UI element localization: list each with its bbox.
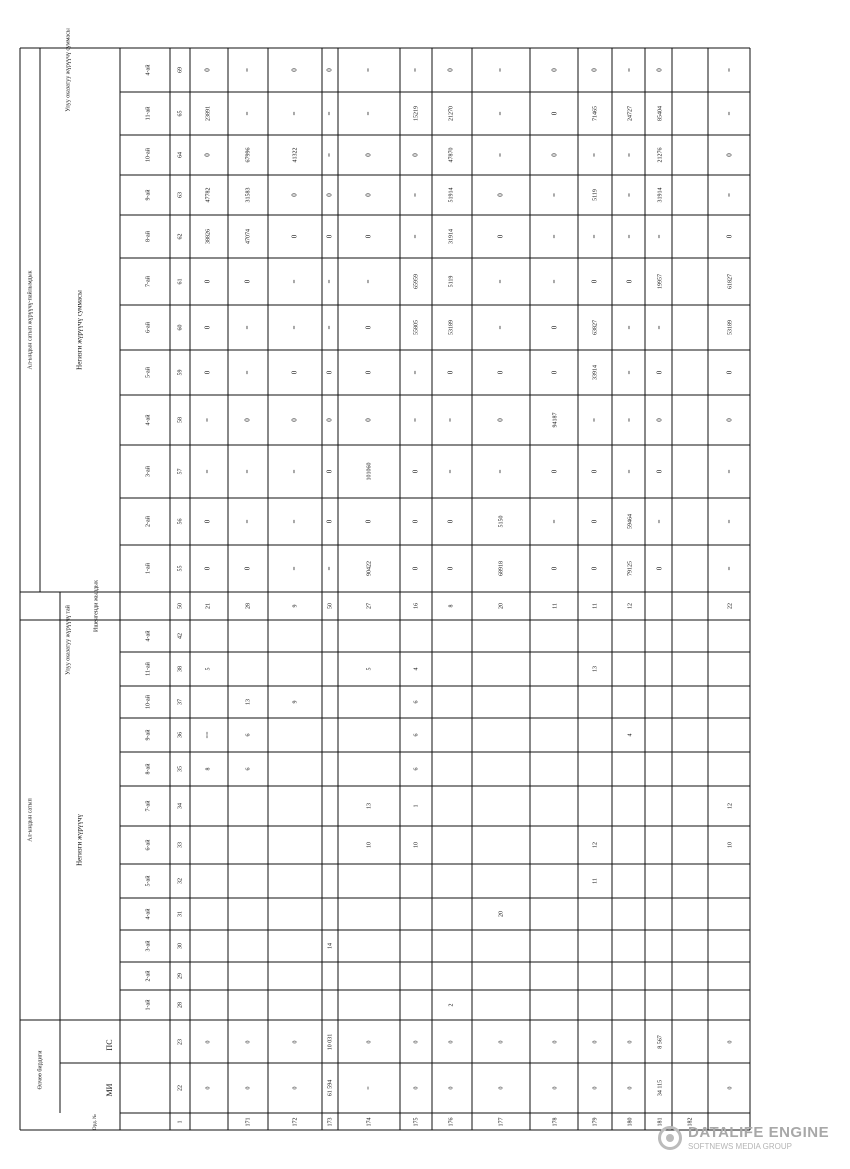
row-code: 179 bbox=[592, 1117, 599, 1127]
cell-value: 0 bbox=[364, 418, 373, 422]
cell-value: 0 bbox=[498, 1086, 505, 1090]
left-column-number: 22 bbox=[177, 1085, 184, 1091]
cell-value: = bbox=[625, 418, 634, 422]
column-label-top: 11-ай bbox=[145, 106, 152, 121]
cell-value: 71465 bbox=[592, 106, 599, 121]
cell-value: = bbox=[496, 68, 505, 72]
center-cell: 16 bbox=[413, 603, 420, 609]
cell-value: 79125 bbox=[627, 561, 634, 576]
cell-value: 0 bbox=[552, 1040, 559, 1044]
cell-value: = bbox=[496, 469, 505, 474]
cell-value: 6 bbox=[413, 733, 420, 737]
cell-value: 0 bbox=[655, 469, 664, 474]
cell-value: = bbox=[725, 469, 734, 474]
cell-value: 12 bbox=[727, 803, 734, 809]
cell-value: 0 bbox=[364, 153, 373, 157]
cell-value: = bbox=[625, 370, 634, 375]
cell-value: = bbox=[446, 418, 455, 422]
cell-value: = bbox=[625, 234, 634, 239]
cell-value: 4 bbox=[627, 733, 634, 737]
column-number-bottom: 31 bbox=[177, 911, 184, 917]
cell-value: = bbox=[243, 325, 252, 330]
cell-value: = bbox=[243, 519, 252, 524]
cell-value: 0 bbox=[325, 519, 334, 524]
cell-value: 0 bbox=[292, 1086, 299, 1090]
center-cell: 27 bbox=[366, 603, 373, 609]
cell-value: = bbox=[625, 68, 634, 72]
cell-value: = bbox=[590, 418, 599, 422]
sub-top: Улуу оказатуу жүрүүчү суммасы bbox=[65, 28, 72, 112]
cell-value: 12 bbox=[592, 842, 599, 848]
center-column-number: 50 bbox=[177, 603, 184, 609]
left-group-label: Өлчөө бирдиги bbox=[37, 1050, 44, 1090]
cell-value: = bbox=[725, 519, 734, 524]
cell-value: = bbox=[655, 234, 664, 239]
cell-value: 0 bbox=[411, 566, 420, 571]
cell-value: 0 bbox=[550, 111, 559, 116]
cell-value: 0 bbox=[590, 469, 599, 474]
sub-bottom: Улуу оказатуу жүрүүчү тай bbox=[65, 605, 72, 675]
cell-value: 31914 bbox=[448, 229, 455, 244]
row-code: 182 bbox=[687, 1117, 694, 1127]
row-code: 181 bbox=[657, 1117, 664, 1127]
column-label-top: 8-ай bbox=[145, 231, 152, 242]
center-cell: 22 bbox=[727, 603, 734, 609]
cell-value: 0 bbox=[725, 153, 734, 157]
cell-value: = bbox=[496, 153, 505, 157]
cell-value: 31583 bbox=[245, 187, 252, 203]
cell-value: == bbox=[205, 731, 212, 739]
watermark bbox=[658, 1124, 838, 1158]
cell-value: 6 bbox=[413, 767, 420, 771]
cell-value: 0 bbox=[446, 519, 455, 524]
cell-value: 0 bbox=[364, 325, 373, 330]
column-number-top: 59 bbox=[177, 369, 184, 376]
column-label-bottom: 2-ай bbox=[145, 970, 152, 982]
cell-value: = bbox=[411, 68, 420, 72]
row-code: 174 bbox=[366, 1117, 373, 1127]
cell-value: 0 bbox=[364, 370, 373, 375]
center-cell: 28 bbox=[245, 603, 252, 609]
cell-value: 10 bbox=[366, 842, 373, 848]
cell-value: = bbox=[655, 325, 664, 330]
cell-value: = bbox=[625, 469, 634, 474]
cell-value: 0 bbox=[411, 519, 420, 524]
cell-value: 13 bbox=[245, 699, 252, 705]
cell-value: = bbox=[550, 193, 559, 197]
cell-value: 0 bbox=[205, 1086, 212, 1090]
row-code: 176 bbox=[448, 1117, 455, 1127]
cell-value: 67996 bbox=[245, 147, 252, 163]
cell-value: 0 bbox=[727, 1086, 734, 1090]
column-number-top: 64 bbox=[177, 152, 184, 158]
watermark-subtitle: SOFTNEWS MEDIA GROUP bbox=[688, 1142, 793, 1151]
cell-value: 15219 bbox=[413, 106, 420, 121]
cell-value: 0 bbox=[498, 1040, 505, 1044]
column-label-top: 3-ай bbox=[145, 466, 152, 477]
header-bottom: Ал-ындын сатып bbox=[27, 798, 34, 842]
column-label-bottom: 6-ай bbox=[145, 839, 152, 851]
cell-value: 0 bbox=[590, 519, 599, 524]
cell-value: 24727 bbox=[627, 106, 634, 121]
corner-label: Орд. № bbox=[93, 1114, 99, 1130]
cell-value: = bbox=[725, 68, 734, 72]
group-bottom: Негизги жүрүүчү bbox=[75, 814, 84, 866]
cell-value: 47870 bbox=[448, 147, 455, 163]
cell-value: = bbox=[625, 193, 634, 197]
cell-value: = bbox=[725, 193, 734, 197]
cell-value: 5150 bbox=[498, 515, 505, 528]
cell-value: 13 bbox=[366, 803, 373, 809]
row-code: 172 bbox=[292, 1117, 299, 1127]
column-label-bottom: 7-ай bbox=[145, 800, 152, 812]
cell-value: = bbox=[366, 1086, 373, 1090]
cell-value: 0 bbox=[496, 370, 505, 375]
cell-value: = bbox=[364, 111, 373, 116]
center-cell: 11 bbox=[552, 603, 559, 609]
column-label-bottom: 5-ай bbox=[145, 875, 152, 887]
center-cell: 12 bbox=[627, 603, 634, 609]
column-label-top: 4-ай bbox=[145, 64, 152, 76]
column-label-bottom: 1-ай bbox=[145, 999, 152, 1011]
cell-value: = bbox=[203, 418, 212, 422]
cell-value: = bbox=[411, 370, 420, 375]
cell-value: 0 bbox=[292, 1040, 299, 1044]
cell-value: 0 bbox=[203, 566, 212, 571]
cell-value: 0 bbox=[411, 153, 420, 157]
cell-value: 0 bbox=[725, 234, 734, 239]
column-label-top: 4-ай bbox=[145, 414, 152, 426]
cell-value: 0 bbox=[203, 68, 212, 72]
cell-value: = bbox=[411, 234, 420, 239]
row-code: 1 bbox=[177, 1120, 184, 1124]
cell-value: = bbox=[725, 566, 734, 571]
cell-value: 47782 bbox=[205, 187, 212, 203]
cell-value: 34 115 bbox=[657, 1079, 664, 1097]
cell-value: 0 bbox=[290, 68, 299, 72]
center-cell: 9 bbox=[292, 604, 299, 608]
cell-value: 0 bbox=[550, 68, 559, 72]
row-code: 171 bbox=[245, 1117, 252, 1127]
column-number-bottom: 32 bbox=[177, 878, 184, 884]
cell-value: 0 bbox=[243, 566, 252, 571]
column-number-top: 63 bbox=[177, 192, 184, 198]
cell-value: 0 bbox=[627, 1086, 634, 1090]
column-label-bottom: 8-ай bbox=[145, 763, 152, 775]
cell-value: 14 bbox=[327, 943, 334, 949]
cell-value: 0 bbox=[552, 1086, 559, 1090]
cell-value: 0 bbox=[725, 370, 734, 375]
cell-value: 53189 bbox=[448, 320, 455, 335]
cell-value: 90422 bbox=[366, 561, 373, 576]
cell-value: 0 bbox=[411, 469, 420, 474]
cell-value: 59464 bbox=[627, 514, 634, 529]
cell-value: 31914 bbox=[657, 187, 664, 203]
cell-value: = bbox=[625, 325, 634, 330]
cell-value: = bbox=[655, 519, 664, 524]
cell-value: = bbox=[290, 111, 299, 116]
cell-value: = bbox=[290, 469, 299, 474]
cell-value: 94187 bbox=[552, 412, 559, 428]
cell-value: 55805 bbox=[413, 320, 420, 335]
header-top: Ал-ындын сатып жүрүүчү-пайлымдык bbox=[27, 270, 34, 370]
cell-value: 0 bbox=[496, 234, 505, 239]
center-cell: 11 bbox=[592, 603, 599, 609]
cell-value: 20 bbox=[498, 911, 505, 917]
column-label-top: 7-ай bbox=[145, 276, 152, 287]
center-label: Ишенгенди жылдык bbox=[93, 579, 100, 633]
cell-value: = bbox=[550, 234, 559, 239]
cell-value: = bbox=[590, 234, 599, 239]
cell-value: 0 bbox=[627, 1040, 634, 1044]
cell-value: = bbox=[325, 279, 334, 284]
cell-value: 0 bbox=[655, 418, 664, 422]
cell-value: 21276 bbox=[657, 147, 664, 163]
column-number-bottom: 42 bbox=[177, 633, 184, 639]
cell-value: 8 bbox=[205, 767, 212, 771]
cell-value: 0 bbox=[290, 193, 299, 197]
column-number-bottom: 35 bbox=[177, 766, 184, 772]
cell-value: 51914 bbox=[448, 187, 455, 203]
column-number-bottom: 30 bbox=[177, 943, 184, 949]
group-top: Негизги жүрүүчү суммасы bbox=[75, 290, 84, 370]
cell-value: 5119 bbox=[448, 275, 455, 288]
column-number-bottom: 28 bbox=[177, 1002, 184, 1008]
cell-value: 0 bbox=[203, 519, 212, 524]
cell-value: 0 bbox=[203, 370, 212, 375]
column-number-top: 62 bbox=[177, 233, 184, 240]
cell-value: = bbox=[364, 68, 373, 72]
cell-value: = bbox=[243, 68, 252, 72]
column-number-top: 60 bbox=[177, 324, 184, 331]
cell-value: 0 bbox=[655, 68, 664, 72]
cell-value: 65959 bbox=[413, 274, 420, 289]
column-label-top: 10-ай bbox=[145, 148, 152, 162]
cell-value: = bbox=[325, 153, 334, 157]
cell-value: 0 bbox=[655, 370, 664, 375]
cell-value: 9 bbox=[292, 700, 299, 704]
cell-value: 41322 bbox=[292, 147, 299, 163]
cell-value: = bbox=[550, 279, 559, 284]
cell-value: 1 bbox=[413, 804, 420, 808]
cell-value: 21270 bbox=[448, 106, 455, 121]
column-label-top: 5-ай bbox=[145, 367, 152, 378]
cell-value: = bbox=[411, 418, 420, 422]
cell-value: 0 bbox=[243, 279, 252, 284]
column-number-bottom: 33 bbox=[177, 842, 184, 848]
cell-value: 0 bbox=[290, 234, 299, 239]
cell-value: 0 bbox=[592, 1040, 599, 1044]
cell-value: 53189 bbox=[727, 320, 734, 335]
cell-value: 0 bbox=[590, 279, 599, 284]
cell-value: 0 bbox=[203, 279, 212, 284]
cell-value: 61827 bbox=[727, 274, 734, 289]
cell-value: = bbox=[496, 111, 505, 116]
column-label-top: 2-ай bbox=[145, 516, 152, 527]
cell-value: 0 bbox=[550, 469, 559, 474]
row-code: 177 bbox=[498, 1117, 505, 1127]
cell-value: = bbox=[243, 111, 252, 116]
cell-value: 0 bbox=[325, 234, 334, 239]
cell-value: 5 bbox=[366, 667, 373, 671]
cell-value: = bbox=[325, 325, 334, 330]
cell-value: 0 bbox=[655, 566, 664, 571]
cell-value: 10 bbox=[413, 842, 420, 848]
cell-value: 0 bbox=[625, 279, 634, 284]
cell-value: 0 bbox=[446, 370, 455, 375]
cell-value: 23891 bbox=[205, 106, 212, 121]
cell-value: = bbox=[725, 111, 734, 116]
row-code: 173 bbox=[327, 1117, 334, 1127]
cell-value: 0 bbox=[496, 418, 505, 422]
cell-value: 85404 bbox=[657, 106, 664, 121]
cell-value: 0 bbox=[413, 1040, 420, 1044]
cell-value: 0 bbox=[325, 469, 334, 474]
cell-value: 63827 bbox=[592, 320, 599, 335]
center-cell: 20 bbox=[498, 603, 505, 609]
cell-value: 0 bbox=[448, 1040, 455, 1044]
cell-value: 6 bbox=[413, 700, 420, 704]
cell-value: 0 bbox=[592, 1086, 599, 1090]
cell-value: 0 bbox=[245, 1086, 252, 1090]
cell-value: = bbox=[243, 370, 252, 375]
column-label-top: 6-ай bbox=[145, 322, 152, 333]
cell-value: = bbox=[290, 279, 299, 284]
cell-value: 0 bbox=[446, 566, 455, 571]
cell-value: = bbox=[290, 566, 299, 571]
cell-value: 0 bbox=[205, 1040, 212, 1044]
cell-value: 4 bbox=[413, 667, 420, 671]
center-cell: 21 bbox=[205, 603, 212, 609]
datalife-logo-icon bbox=[658, 1126, 682, 1150]
cell-value: 47074 bbox=[245, 229, 252, 244]
cell-value: = bbox=[550, 519, 559, 524]
column-label-bottom: 11-ай bbox=[145, 662, 152, 676]
row-code: 175 bbox=[413, 1117, 420, 1127]
column-number-bottom: 38 bbox=[177, 666, 184, 672]
cell-value: 0 bbox=[413, 1086, 420, 1090]
cell-value: 0 bbox=[590, 566, 599, 571]
watermark-title: DATALIFE ENGINE bbox=[688, 1124, 830, 1141]
row-code: 180 bbox=[627, 1117, 634, 1127]
column-number-top: 61 bbox=[177, 278, 184, 285]
column-label-top: 9-ай bbox=[145, 189, 152, 201]
cell-value: 0 bbox=[325, 193, 334, 197]
cell-value: 0 bbox=[325, 370, 334, 375]
cell-value: 0 bbox=[243, 418, 252, 422]
cell-value: = bbox=[590, 153, 599, 157]
cell-value: 10 bbox=[727, 842, 734, 848]
cell-value: = bbox=[203, 469, 212, 474]
cell-value: = bbox=[411, 193, 420, 197]
cell-value: 0 bbox=[496, 193, 505, 197]
cell-value: 0 bbox=[203, 153, 212, 157]
cell-value: 5119 bbox=[592, 189, 599, 201]
column-label-bottom: 10-ай bbox=[145, 695, 152, 709]
cell-value: = bbox=[290, 519, 299, 524]
cell-value: 68918 bbox=[498, 561, 505, 576]
cell-value: 0 bbox=[550, 325, 559, 330]
column-label-bottom: 3-ай bbox=[145, 940, 152, 952]
cell-value: 6 bbox=[245, 767, 252, 771]
cell-value: 33914 bbox=[592, 365, 599, 380]
column-number-bottom: 36 bbox=[177, 732, 184, 738]
cell-value: 0 bbox=[366, 1040, 373, 1044]
column-number-bottom: 37 bbox=[177, 699, 184, 705]
cell-value: 0 bbox=[364, 519, 373, 524]
cell-value: 0 bbox=[550, 566, 559, 571]
left-sub-a: ПС bbox=[104, 1039, 114, 1051]
center-cell: 50 bbox=[327, 603, 334, 609]
column-number-bottom: 34 bbox=[177, 803, 184, 809]
cell-value: = bbox=[325, 111, 334, 116]
cell-value: 0 bbox=[203, 325, 212, 330]
cell-value: 0 bbox=[550, 153, 559, 157]
row-code: 178 bbox=[552, 1117, 559, 1127]
cell-value: 0 bbox=[364, 193, 373, 197]
column-number-top: 57 bbox=[177, 468, 184, 475]
column-label-bottom: 4-ай bbox=[145, 908, 152, 920]
cell-value: 0 bbox=[325, 68, 334, 72]
column-number-top: 56 bbox=[177, 518, 184, 525]
cell-value: = bbox=[325, 566, 334, 571]
column-label-top: 1-ай bbox=[145, 563, 152, 574]
cell-value: 0 bbox=[364, 234, 373, 239]
cell-value: 38826 bbox=[205, 229, 212, 244]
cell-value: = bbox=[496, 325, 505, 330]
left-column-number: 23 bbox=[177, 1039, 184, 1045]
cell-value: 0 bbox=[550, 370, 559, 375]
cell-value: 0 bbox=[590, 68, 599, 72]
cell-value: 61 594 bbox=[327, 1079, 334, 1097]
cell-value: 8 567 bbox=[657, 1035, 664, 1049]
cell-value: 0 bbox=[446, 68, 455, 72]
cell-value: = bbox=[446, 469, 455, 474]
column-number-top: 58 bbox=[177, 417, 184, 423]
column-label-bottom: 9-ай bbox=[145, 729, 152, 741]
cell-value: 11 bbox=[592, 878, 599, 884]
cell-value: 5 bbox=[205, 667, 212, 671]
cell-value: 0 bbox=[725, 418, 734, 422]
cell-value: 0 bbox=[290, 370, 299, 375]
cell-value: 0 bbox=[325, 418, 334, 422]
column-number-top: 65 bbox=[177, 110, 184, 117]
center-cell: 8 bbox=[448, 604, 455, 608]
cell-value: = bbox=[496, 279, 505, 284]
cell-value: 0 bbox=[448, 1086, 455, 1090]
cell-value: = bbox=[625, 153, 634, 157]
column-number-top: 55 bbox=[177, 565, 184, 572]
cell-value: 2 bbox=[448, 1003, 455, 1007]
cell-value: = bbox=[290, 325, 299, 330]
cell-value: = bbox=[243, 469, 252, 474]
cell-value: 13 bbox=[592, 666, 599, 672]
cell-value: 0 bbox=[290, 418, 299, 422]
cell-value: 10 031 bbox=[327, 1033, 334, 1051]
cell-value: 101060 bbox=[366, 462, 373, 481]
left-sub-b: МИ bbox=[104, 1083, 114, 1097]
cell-value: = bbox=[364, 279, 373, 284]
column-label-bottom: 4-ай bbox=[145, 630, 152, 642]
column-number-bottom: 29 bbox=[177, 973, 184, 979]
cell-value: 0 bbox=[727, 1040, 734, 1044]
cell-value: 6 bbox=[245, 733, 252, 737]
column-number-top: 69 bbox=[177, 67, 184, 73]
cell-value: 19957 bbox=[657, 274, 664, 289]
cell-value: 0 bbox=[245, 1040, 252, 1044]
